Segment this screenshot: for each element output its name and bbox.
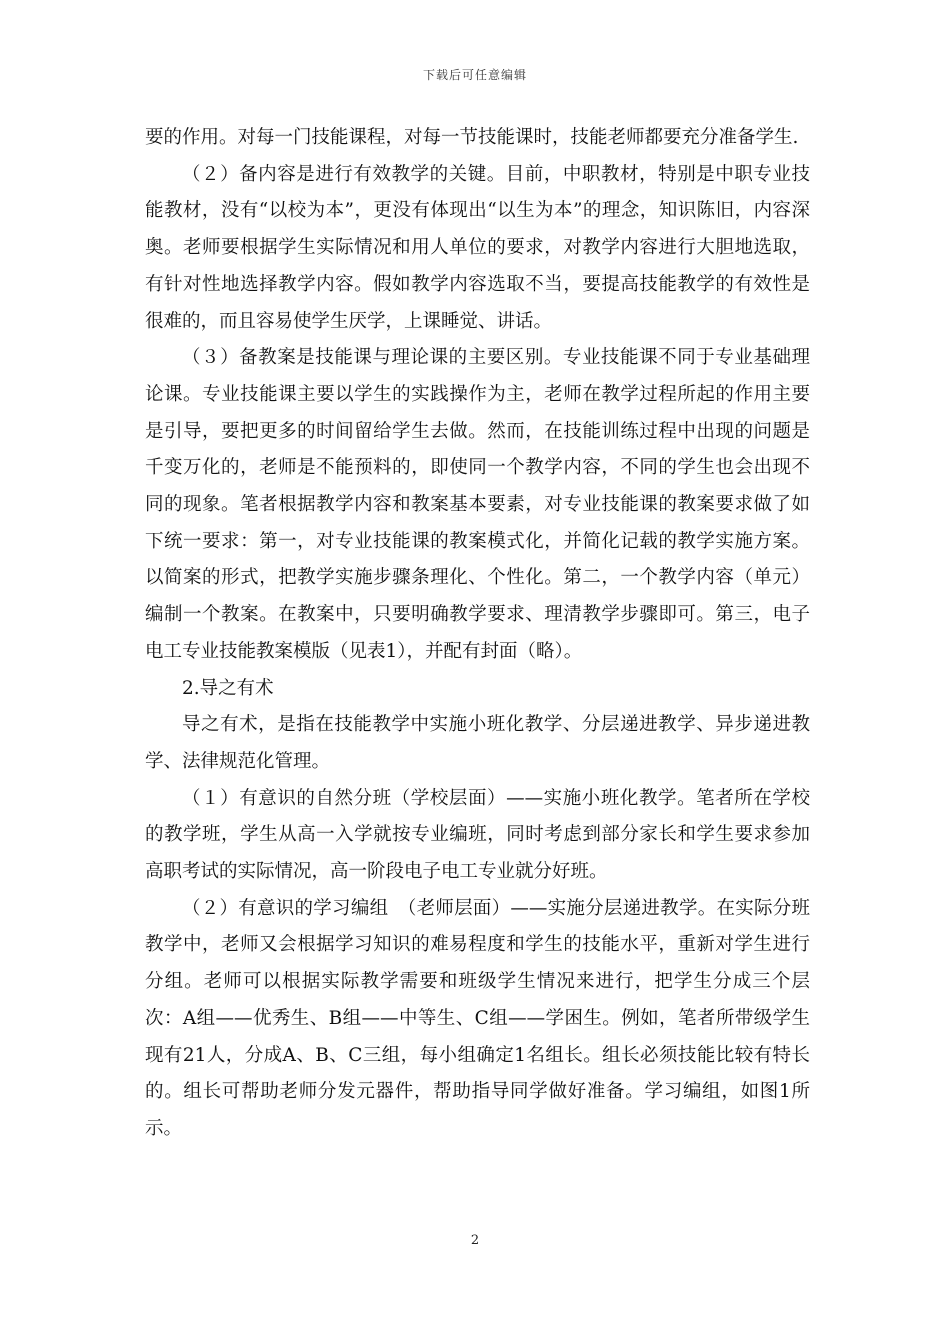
paragraph-guidance-intro: 导之有术，是指在技能教学中实施小班化教学、分层递进教学、异步递进教学、法律规范化管理。 (145, 714, 810, 772)
page-header: 下载后可任意编辑 (422, 68, 527, 82)
page-number: 2 (470, 1233, 480, 1248)
section-heading: 2.导之有术 (182, 677, 274, 699)
paragraph-prepare-lesson-plan: （３）备教案是技能课与理论课的主要区别。专业技能课不同于专业基础理论课。专业技能课主要以学生的实践操作为主，老师在教学过程所起的作用主要是引导，要把更多的时间留给学生去做。然而，在技能训练过程中出现的问题是千变万化的，老师是不能预料的，即使同一个教学内容，不同的学生也会出现不同的现象。笔者根据教学内容和教案基本要素，对专业技能课的教案要求做了如下统一要求：第一，对专业技能课的教案模式化，并简化记载的教学实施方案。以简案的形式，把教学实施步骤条理化、个性化。第二，一个教学内容（单元）编制一个教案。在教案中，只要明确教学要求、理清教学步骤即可。第三，电子电工专业技能教案模版（见表1），并配有封面（略）。 (145, 347, 810, 662)
paragraph-prepare-content: （２）备内容是进行有效教学的关键。目前，中职教材，特别是中职专业技能教材，没有“以校为本”，更没有体现出“以生为本”的理念，知识陈旧，内容深奥。老师要根据学生实际情况和用人单位的要求，对教学内容进行大胆地选取，有针对性地选择教学内容。假如教学内容选取不当，要提高技能教学的有效性是很难的，而且容易使学生厌学，上课睡觉、讲话。 (145, 163, 810, 332)
paragraph-continuation: 要的作用。对每一门技能课程，对每一节技能课时，技能老师都要充分准备学生. (145, 127, 799, 148)
document-body (145, 120, 810, 1148)
paragraph-natural-class-division: （１）有意识的自然分班（学校层面）——实施小班化教学。笔者所在学校的教学班，学生从高一入学就按专业编班，同时考虑到部分家长和学生要求参加高职考试的实际情况，高一阶段电子电工专业就分好班。 (145, 787, 810, 883)
paragraph-study-grouping: （２）有意识的学习编组 （老师层面）——实施分层递进教学。在实际分班教学中，老师又会根据学习知识的难易程度和学生的技能水平，重新对学生进行分组。老师可以根据实际教学需要和班级学生情况来进行，把学生分成三个层次：A组——优秀生、B组——中等生、C组——学困生。例如，笔者所带级学生现有21人，分成A、B、C三组，每小组确定1名组长。组长必须技能比较有特长的。组长可帮助老师分发元器件，帮助指导同学做好准备。学习编组，如图1所示。 (145, 897, 810, 1139)
